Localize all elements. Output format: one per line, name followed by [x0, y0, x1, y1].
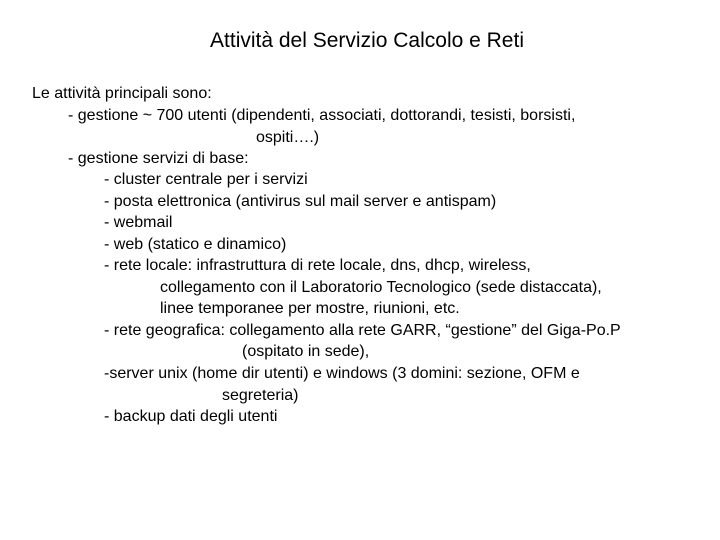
intro-line: Le attività principali sono: [32, 85, 212, 102]
slide-title: Attività del Servizio Calcolo e Reti [210, 29, 524, 52]
sub-item-servers-continuation: segreteria) [222, 387, 299, 404]
sub-item-cluster: - cluster centrale per i servizi [104, 171, 308, 188]
list-item-base-services: - gestione servizi di base: [68, 150, 249, 167]
sub-item-geographic-network: - rete geografica: collegamento alla rete GARR, “gestione” del Giga-Po.P [104, 322, 621, 339]
sub-item-mail: - posta elettronica (antivirus sul mail server e antispam) [104, 193, 497, 210]
sub-item-servers: -server unix (home dir utenti) e windows (3 domini: sezione, OFM e [104, 365, 580, 382]
sub-item-local-network-continuation-1: collegamento con il Laboratorio Tecnologico (sede distaccata), [160, 279, 602, 296]
sub-item-backup: - backup dati degli utenti [104, 408, 278, 425]
sub-item-local-network: - rete locale: infrastruttura di rete locale, dns, dhcp, wireless, [104, 257, 531, 274]
sub-item-geographic-network-continuation: (ospitato in sede), [242, 343, 370, 360]
list-item-users: - gestione ~ 700 utenti (dipendenti, associati, dottorandi, tesisti, borsisti, [68, 107, 576, 124]
sub-item-webmail: - webmail [104, 214, 173, 231]
list-item-users-continuation: ospiti….) [256, 129, 320, 146]
sub-item-local-network-continuation-2: linee temporanee per mostre, riunioni, etc. [160, 300, 460, 317]
sub-item-web: - web (statico e dinamico) [104, 236, 287, 253]
